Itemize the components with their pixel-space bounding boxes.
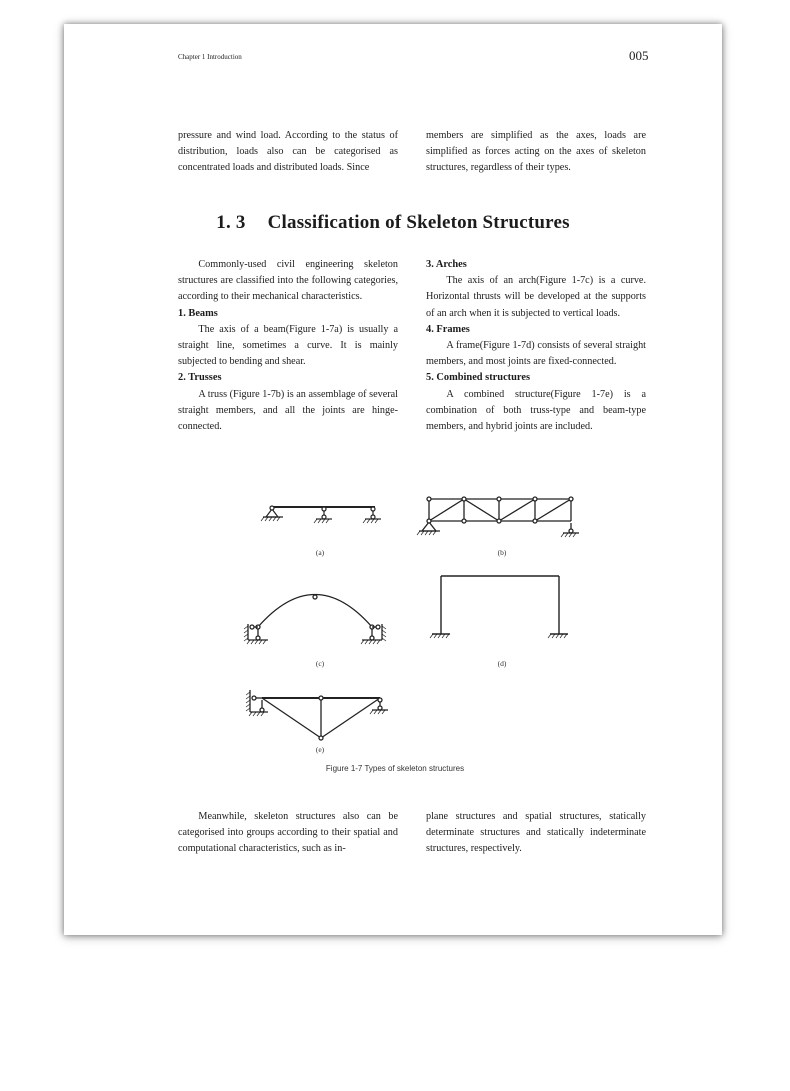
arches-paragraph: The axis of an arch(Figure 1-7c) is a curve. Horizontal thrusts will be developed at the supports of an arch when it is subjected to vertical loads. (426, 275, 646, 319)
page-number: 005 (629, 48, 649, 63)
figure-e-combined (246, 690, 388, 740)
beams-paragraph: The axis of a beam(Figure 1-7a) is usually a straight line, sometimes a curve. It is mainly subjected to bending and shear. (178, 323, 398, 368)
figure-caption: Figure 1-7 Types of skeleton structures (325, 764, 465, 773)
figure-label-c: (c) (315, 659, 325, 668)
figure-label-e: (e) (315, 745, 325, 754)
section-title: Classification of Skeleton Structures (267, 212, 570, 233)
running-head: Chapter 1 Introduction (178, 53, 242, 61)
figure-label-b: (b) (497, 548, 507, 557)
frames-heading: 4. Frames (426, 323, 470, 335)
section-number: 1. 3 (216, 212, 246, 233)
intro-paragraph: Commonly-used civil engineering skeleton structures are classified into the following categories, according to their mechanical characteristics. (178, 259, 398, 303)
bottom-right-paragraph: plane structures and spatial structures, statically determinate structures and statically indeterminate structures, respectively. (426, 811, 646, 855)
top-right-paragraph: members are simplified as the axes, loads are simplified as forces acting on the axes of skeleton structures, regardless of their types. (426, 130, 646, 174)
bottom-right-column (426, 809, 646, 858)
figure-b-truss (417, 497, 579, 537)
trusses-paragraph: A truss (Figure 1-7b) is an assemblage of several straight members, and all the joints are hinge-connected. (178, 388, 398, 433)
figure-label-d: (d) (497, 659, 507, 668)
top-left-paragraph: pressure and wind load. According to the status of distribution, loads also can be categorised as concentrated loads and distributed loads. Since (178, 130, 398, 174)
frames-paragraph: A frame(Figure 1-7d) consists of several straight members, and most joints are fixed-connected. (426, 340, 646, 368)
bottom-left-paragraph: Meanwhile, skeleton structures also can be categorised into groups according to their spatial and computational characteristics, such as in- (178, 811, 398, 855)
figure-c-arch (244, 595, 386, 645)
figure-a-beam (261, 506, 381, 523)
trusses-heading: 2. Trusses (178, 372, 222, 384)
combined-heading: 5. Combined structures (426, 372, 531, 384)
figure-d-frame (430, 576, 568, 638)
bottom-left-column (178, 809, 398, 858)
beams-heading: 1. Beams (178, 307, 218, 319)
combined-paragraph: A combined structure(Figure 1-7e) is a combination of both truss-type and beam-type members, and hybrid joints are included. (426, 388, 646, 433)
arches-heading: 3. Arches (426, 259, 467, 270)
figure-label-a: (a) (315, 548, 325, 557)
